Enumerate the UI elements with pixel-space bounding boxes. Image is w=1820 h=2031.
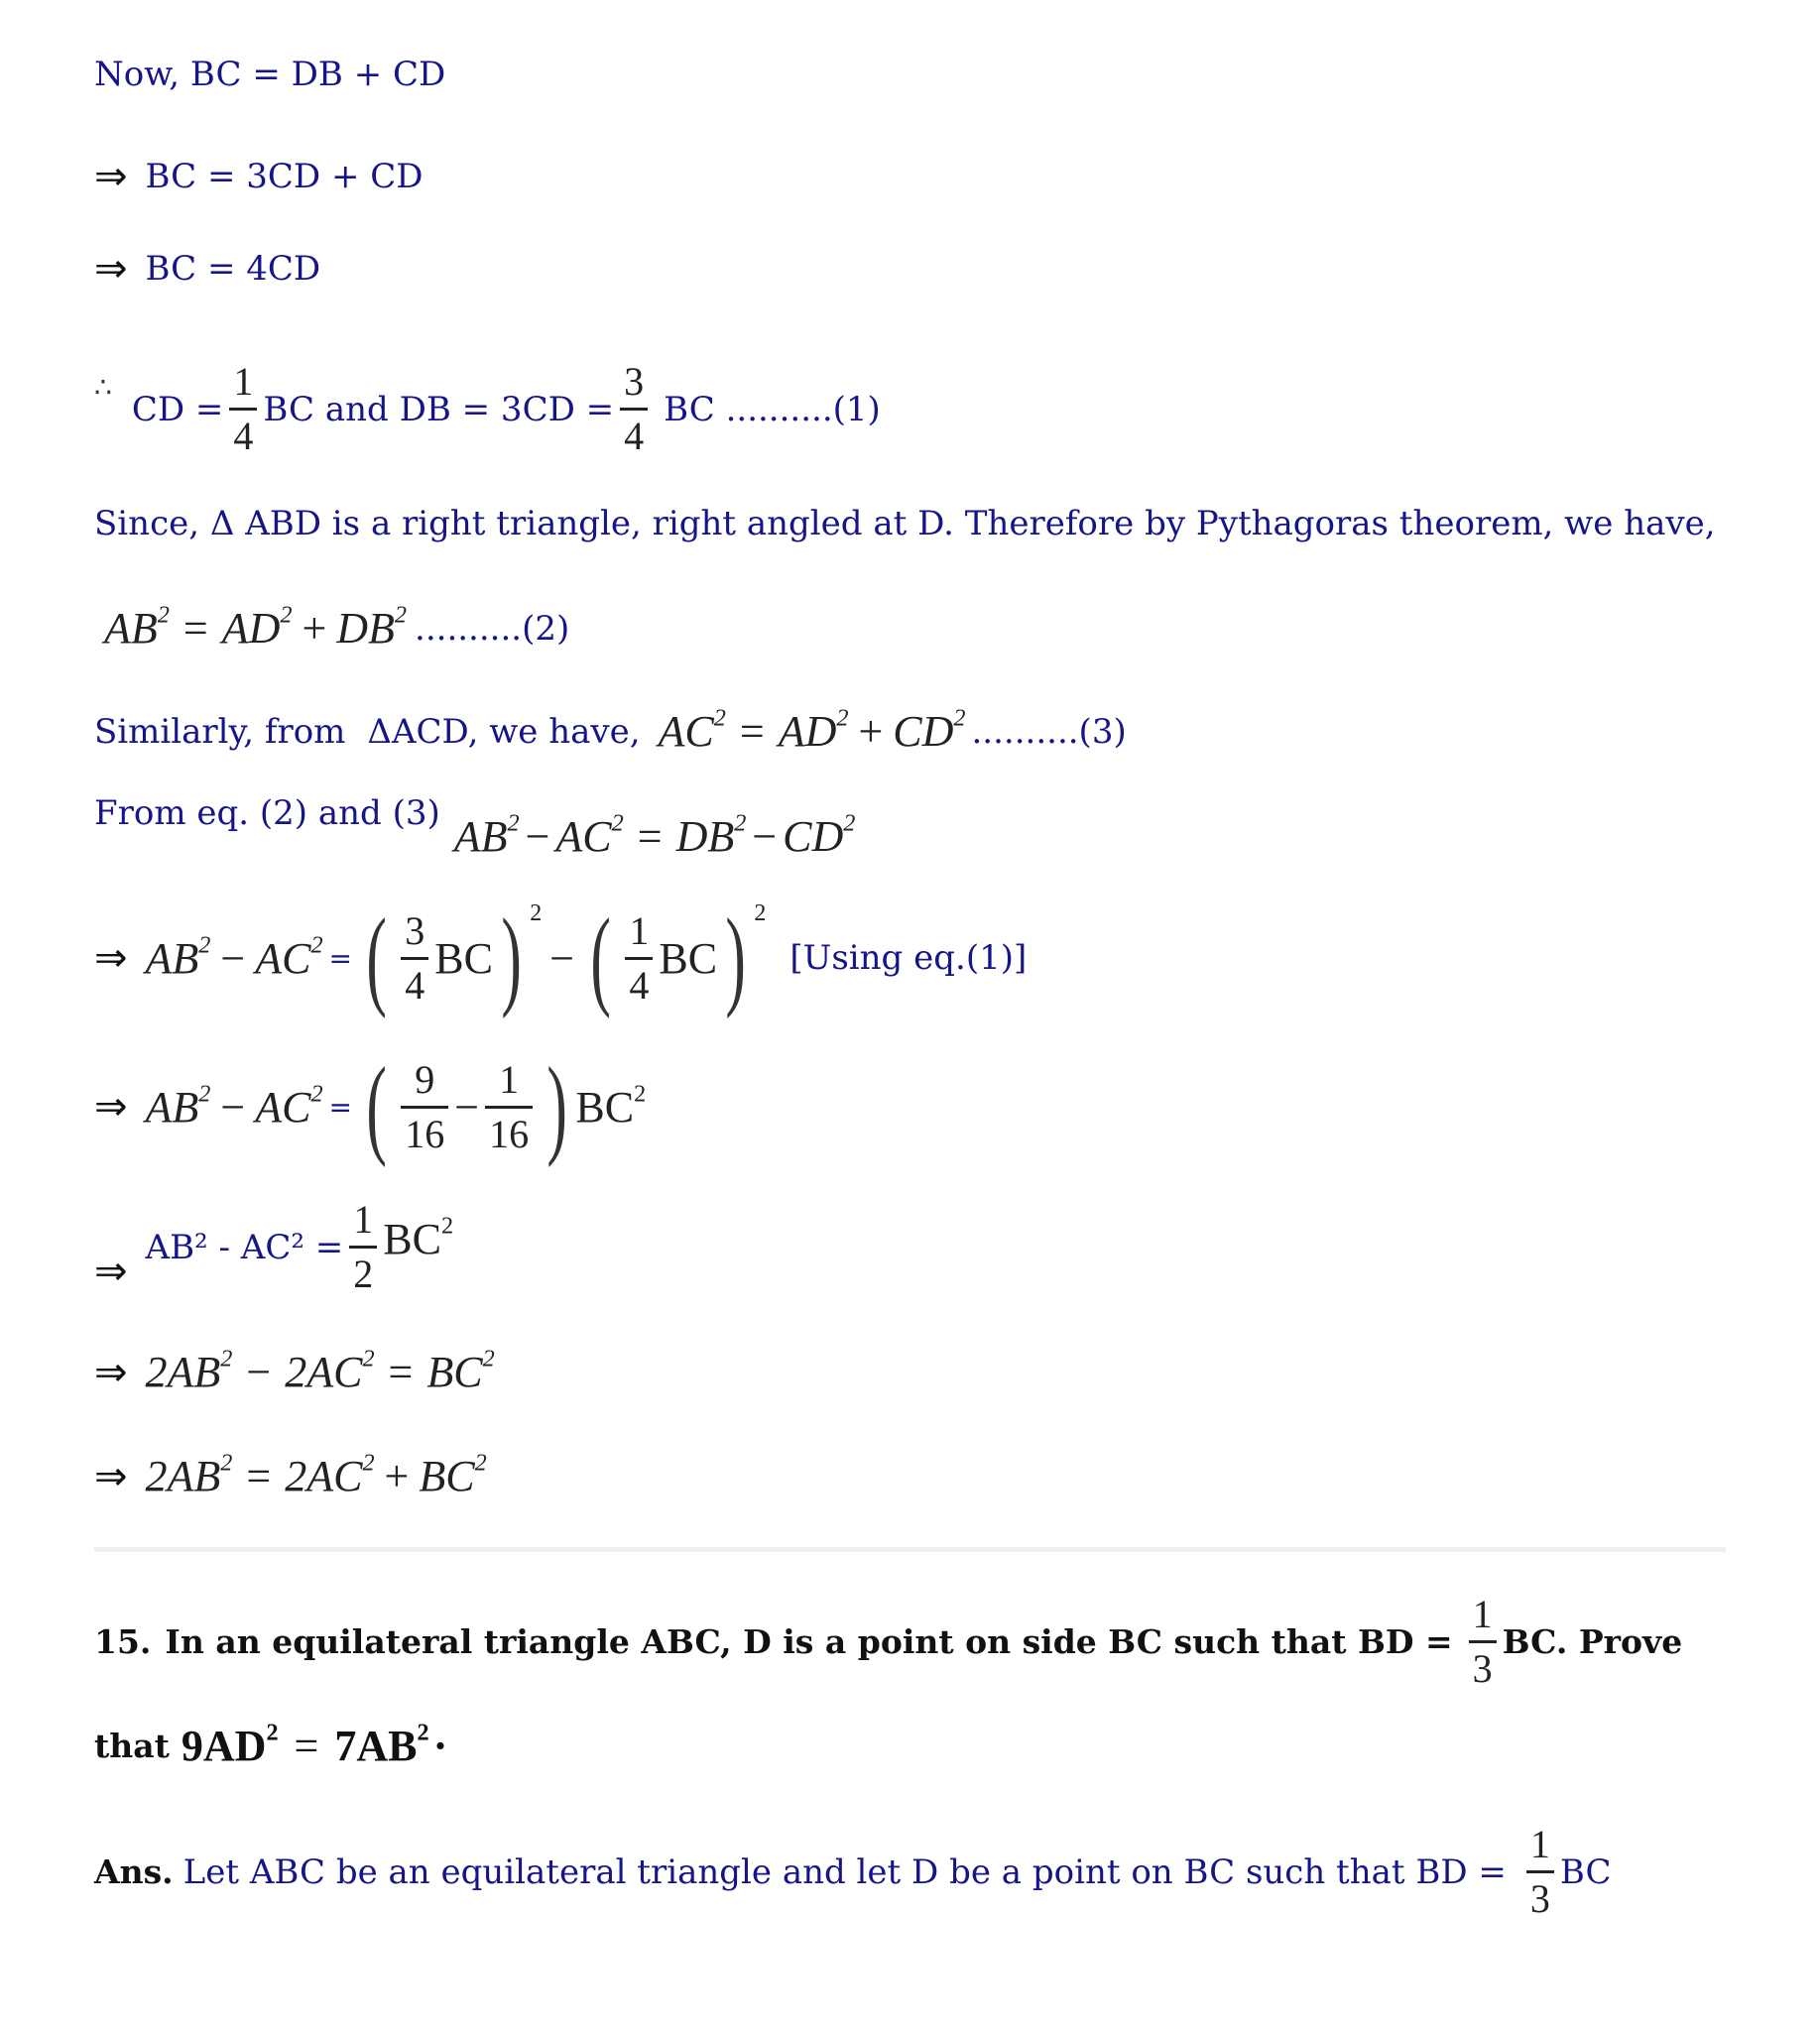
fraction-bar [401,1106,448,1109]
step-substitute-eq1: ⇒ $AB^2$ − $AC^2$ = ( $\frac{3}{4}$ BC ) $^2$ − ( $\frac{1}{4}$ BC ) $^2$ [Using eq.(1)] [94,896,1028,1019]
eq-term: $BC^2$ [419,1449,487,1500]
right-paren-icon: ) [501,896,522,1019]
eq-term: $2AB^2$ [145,1449,233,1500]
eq-term: $BC^2$ [383,1212,454,1263]
numerator: 1 [233,359,254,404]
fraction-bar [1469,1640,1497,1643]
difference-equation [454,811,856,862]
equation-tag: ..........(2) [415,608,570,649]
denominator: 2 [353,1252,374,1296]
denominator: 3 [1529,1876,1550,1921]
eq-term: $AB^2$ [145,930,211,983]
answer-line [94,1822,1612,1921]
fraction-nine-sixteenths [401,1056,448,1156]
fraction-one-sixteenth [485,1056,533,1156]
denominator: 3 [1472,1646,1493,1691]
line-text: BC = 3CD + CD [145,157,424,196]
plus-sign: + [384,1452,410,1500]
numerator: 1 [353,1197,374,1242]
implies-arrow-icon: ⇒ [94,1248,128,1294]
eq-term: $9AD^2$ [181,1719,279,1770]
eq-term: $CD^2$ [893,704,966,756]
denominator: 4 [624,414,645,458]
question-number: 15. [94,1622,152,1661]
equals-sign: = [246,1452,272,1500]
question-15-line-1 [94,1592,1683,1691]
eq-term: $AD^2$ [778,704,849,756]
minus-sign: − [220,933,246,983]
line-text: From eq. (2) and (3) [94,793,440,833]
equals-sign: = [739,707,765,756]
section-divider [94,1547,1726,1552]
step-multiply-by-2 [94,1347,495,1397]
fraction-bar [625,957,653,960]
numerator: 3 [405,907,425,953]
equation-2 [104,603,569,654]
right-paren-icon: ) [725,896,747,1019]
fraction-bar [349,1246,377,1249]
eq-term: $AC^2$ [255,930,323,983]
right-paren-icon: ) [546,1045,568,1168]
line-pythagoras-intro [94,504,1716,543]
mid-text: BC and DB = 3CD = [263,389,615,429]
numerator: 1 [1529,1822,1550,1866]
left-paren-icon: ( [366,896,387,1019]
tail-text: BC ..........(1) [664,389,881,429]
question-that: that [94,1727,170,1765]
numerator: 1 [499,1056,520,1102]
eq-term: $DB^2$ [336,601,408,653]
line-text: Now, BC = DB + CD [94,55,446,94]
implies-arrow-icon: ⇒ [94,935,128,981]
fraction-one-third [1526,1822,1554,1921]
variable-bc: BC [434,933,493,983]
eq-term: $2AB^2$ [145,1345,233,1396]
equals-sign: = [637,812,663,861]
line-cd-db-relation [94,359,881,458]
step-final-result [94,1451,487,1501]
plus-sign: + [302,604,327,653]
minus-sign: − [525,812,550,861]
fraction-bar [229,408,257,411]
equals-sign: = [328,941,352,975]
eq-term: $BC^2$ [426,1345,495,1396]
minus-sign: − [752,812,778,861]
minus-sign: − [549,933,575,983]
eq-term: $2AC^2$ [285,1449,375,1500]
triangle-acd-text: ΔACD, we have, [367,711,641,752]
implies-arrow-icon: ⇒ [94,1453,128,1499]
eq-term: $AB^2$ [104,601,170,653]
denominator: 16 [405,1111,445,1156]
minus-sign: − [220,1082,246,1132]
plus-sign: + [858,707,884,756]
therefore-icon: ∴ [94,371,112,404]
fraction-one-third [1469,1592,1497,1691]
eq-term: $2AC^2$ [285,1345,375,1396]
denominator: 4 [629,962,650,1008]
denominator: 16 [489,1111,530,1156]
line-bc-sum [94,55,445,94]
numerator: 1 [629,907,650,953]
lhs-text: AB² - AC² = [145,1227,344,1267]
eq-term: $AB^2$ [453,809,520,861]
line-bc-3cd-plus-cd [94,154,424,199]
line-bc-4cd [94,246,320,292]
equation-tag: ..........(3) [971,711,1127,752]
question-text: In an equilateral triangle ABC, D is a point on side BC such that BD = [165,1622,1453,1661]
eq-term: $BC^2$ [575,1079,647,1132]
equals-sign: = [294,1722,319,1770]
period-dot: · [432,1722,448,1770]
lhs-text: CD = [131,389,224,429]
fraction-bar [485,1106,533,1109]
minus-sign: − [246,1348,272,1396]
fraction-bar [401,957,428,960]
minus-sign: − [454,1082,480,1132]
fraction-one-half [349,1197,377,1296]
from-eq-2-and-3 [94,793,855,862]
equals-sign: = [388,1348,414,1396]
fraction-bar [1526,1870,1554,1873]
eq-term: $7AB^2$ [334,1719,429,1770]
eq-term: $AC^2$ [555,809,624,861]
eq-term: $AC^2$ [658,704,726,756]
question-15-line-2 [94,1721,447,1771]
implies-arrow-icon: ⇒ [94,154,128,199]
fraction-bar [620,408,648,411]
denominator: 4 [233,414,254,458]
left-paren-icon: ( [366,1045,387,1168]
answer-text: Let ABC be an equilateral triangle and let D be a point on BC such that BD = [182,1852,1507,1892]
equals-sign: = [328,1090,352,1124]
fraction-one-quarter [625,907,653,1008]
denominator: 4 [405,962,425,1008]
implies-arrow-icon: ⇒ [94,246,128,292]
step-expand-squares [94,1045,647,1168]
fraction-one-quarter [229,359,257,458]
eq-term: $CD^2$ [783,809,856,861]
eq-term: $AD^2$ [221,601,293,653]
eq-term: $AC^2$ [255,1079,323,1132]
answer-label: Ans. [94,1852,174,1891]
fraction-three-quarters [620,359,648,458]
answer-tail: BC [1559,1852,1612,1892]
using-eq-1-note: [Using eq.(1)] [789,938,1028,978]
eq-term: $AB^2$ [145,1079,211,1132]
variable-bc: BC [659,933,718,983]
equals-sign: = [182,604,208,653]
left-paren-icon: ( [590,896,612,1019]
numerator: 3 [624,359,645,404]
line-text: BC = 4CD [145,249,321,289]
implies-arrow-icon: ⇒ [94,1349,128,1395]
equation-3-line [94,706,1127,757]
eq-term: $DB^2$ [675,809,747,861]
implies-arrow-icon: ⇒ [94,1084,128,1130]
fraction-three-quarters [401,907,428,1008]
question-tail: BC. Prove [1502,1622,1683,1661]
step-half-bc-squared [94,1197,454,1296]
numerator: 1 [1472,1592,1493,1636]
line-text: Similarly, from [94,711,346,752]
numerator: 9 [415,1056,435,1102]
line-text: Since, Δ ABD is a right triangle, right angled at D. Therefore by Pythagoras theorem, we have, [94,504,1716,543]
